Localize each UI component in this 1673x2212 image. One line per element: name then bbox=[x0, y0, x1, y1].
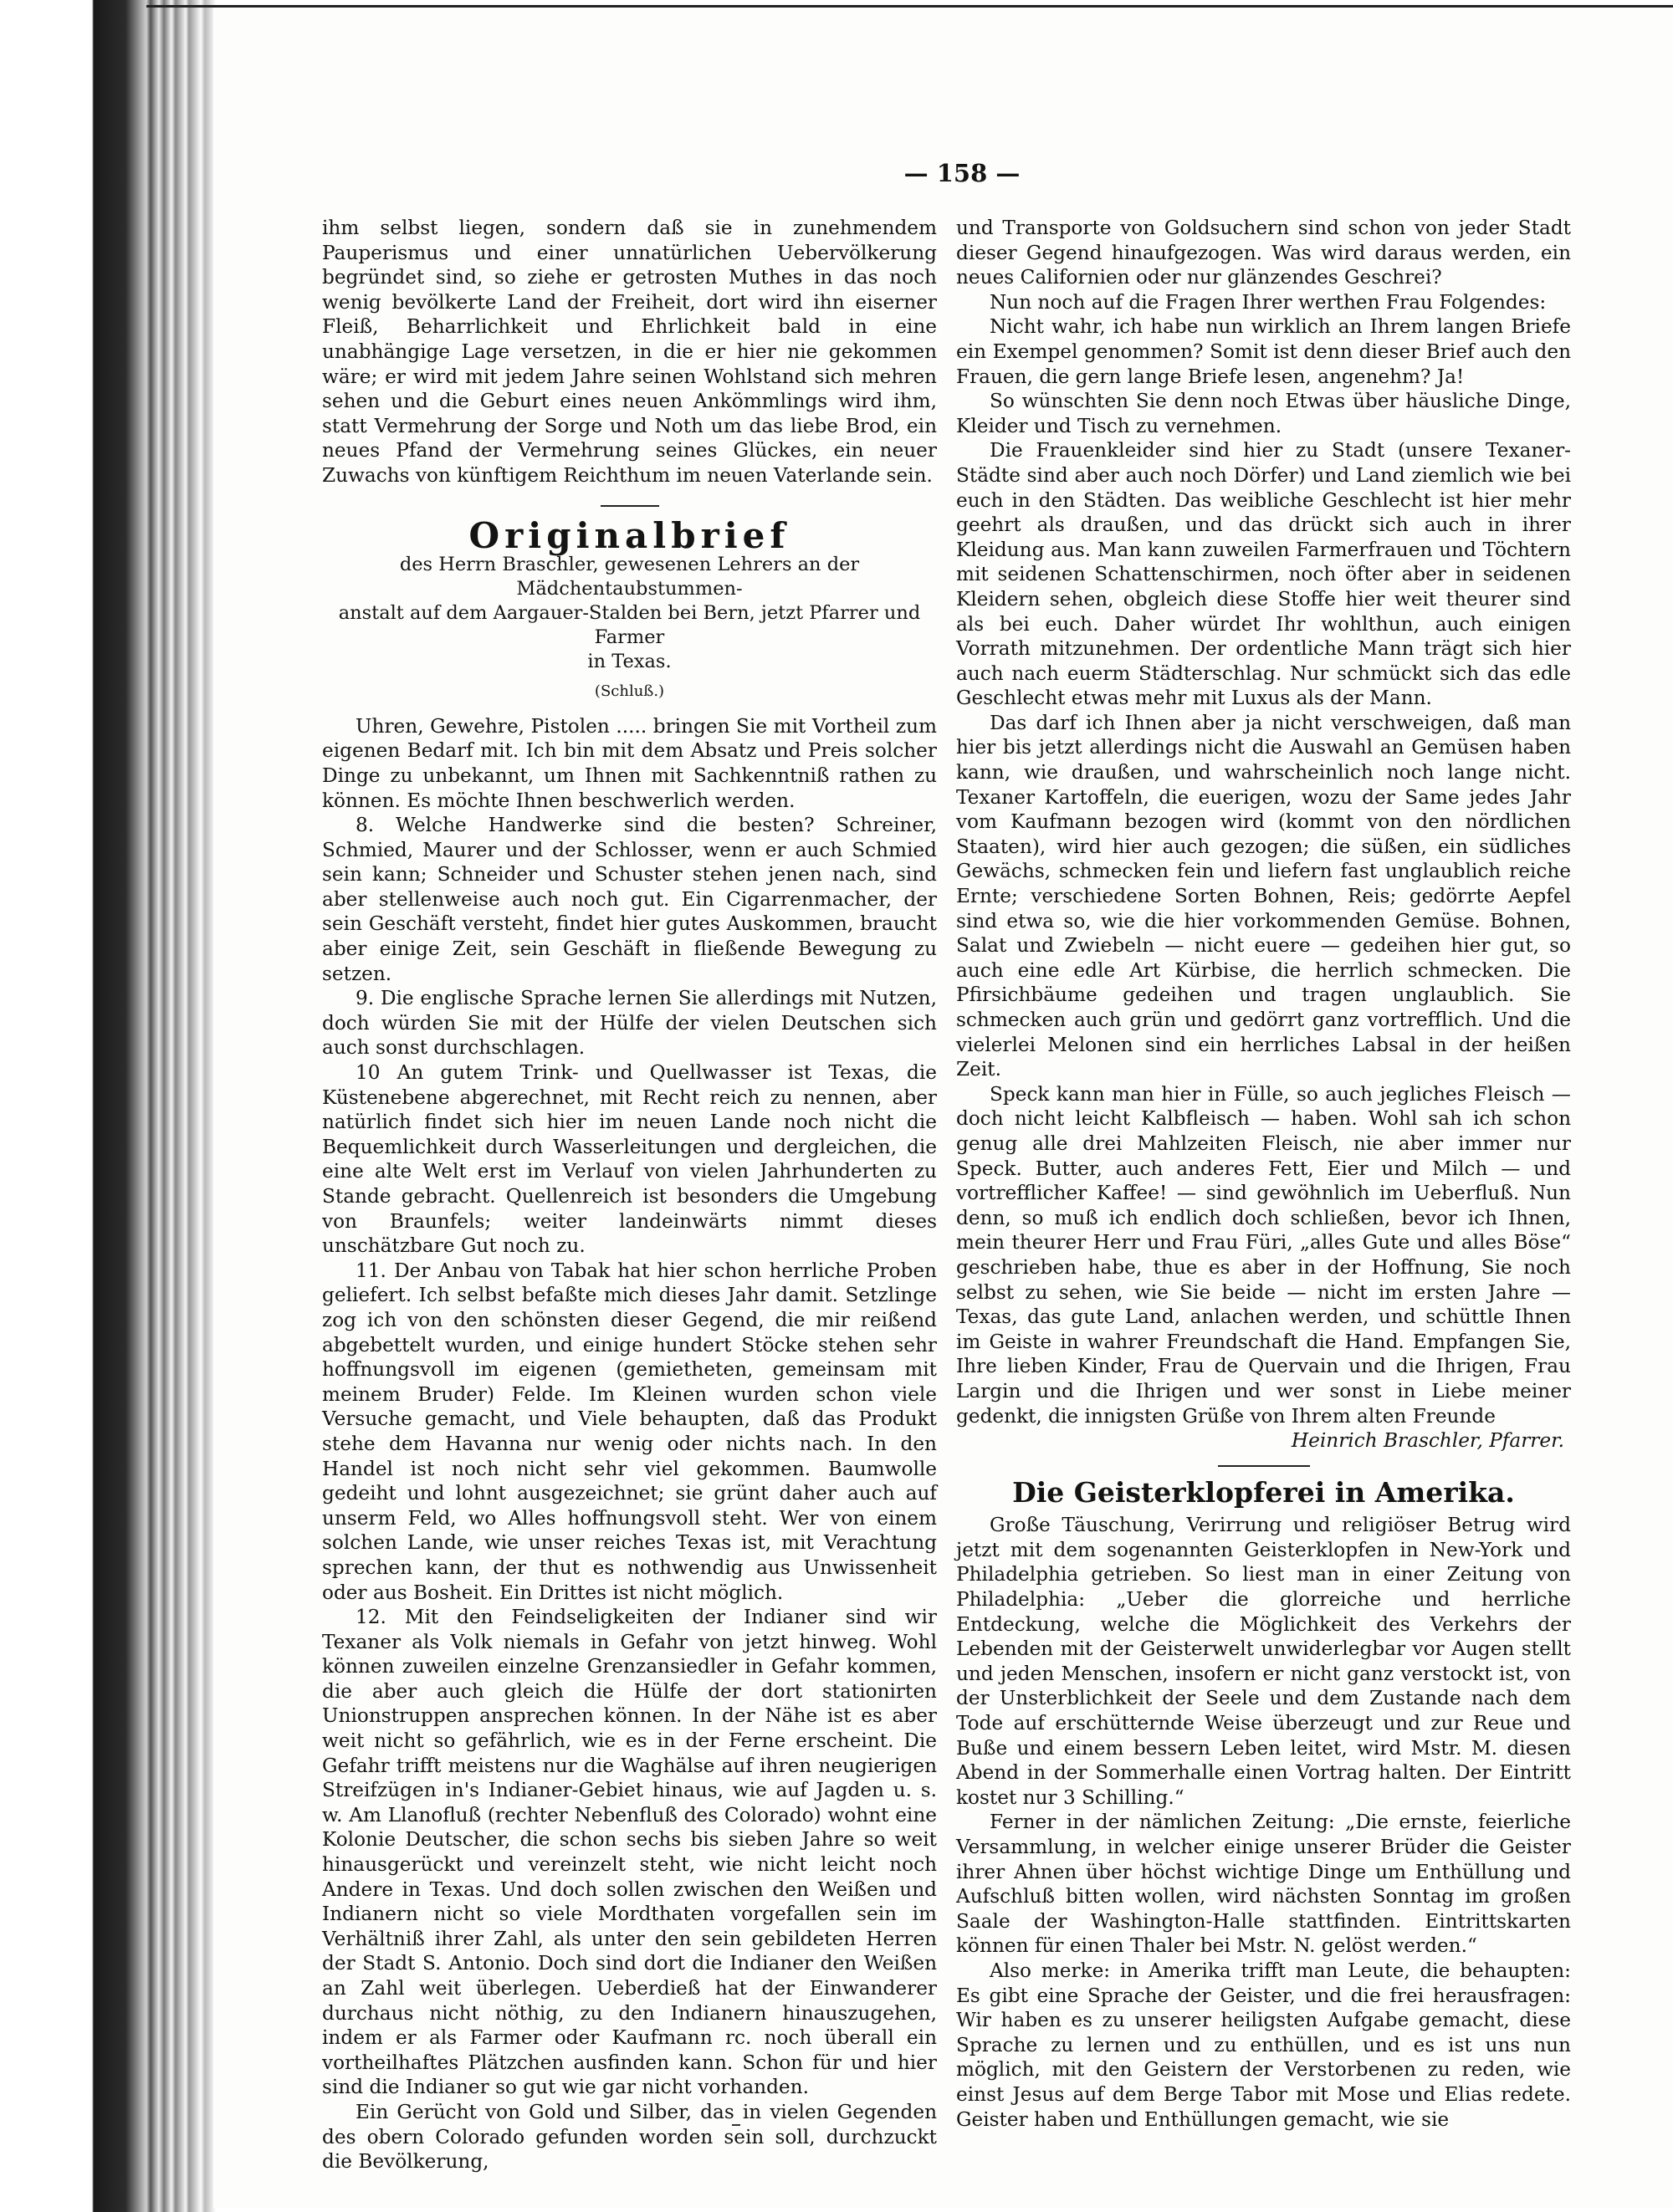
letter-signature: Heinrich Braschler, Pfarrer. bbox=[1291, 1429, 1564, 1453]
article-subtitle bbox=[330, 553, 929, 674]
paragraph: So wünschten Sie denn noch Etwas über häusliche Dinge, Kleider und Tisch zu vernehmen. bbox=[956, 390, 1571, 437]
paragraph: 11. Der Anbau von Tabak hat hier schon herrliche Proben geliefert. Ich selbst befaßte mich dieses Jahr damit. Setzlinge zog ich von den schönsten dieser Gegend, die mir reißend abgebettelt wurden, und einige hundert Stöcke stehen sehr hoffnungsvoll im eigenen (gemietheten, gemeinsam mit meinem Bruder) Felde. Im Kleinen wurden schon viele Versuche gemacht, und Viele behaupten, daß das Produkt stehe dem Havanna nur wenig oder nichts nach. In den Handel ist noch nicht sehr viel gekommen. Baumwolle gedeiht und lohnt ausgezeichnet; sie grünt daher auch auf unserm Feld, wo Alles hoffnungsvoll steht. Wer von einem solchen Lande, wie unser reiches Texas ist, mit Verachtung sprechen kann, der thut es nothwendig aus Unwissenheit oder aus Bosheit. Ein Drittes ist nicht möglich. bbox=[322, 1259, 937, 1604]
paragraph: Nun noch auf die Fragen Ihrer werthen Frau Folgendes: bbox=[990, 290, 1547, 314]
paragraph: Das darf ich Ihnen aber ja nicht verschweigen, daß man hier bis jetzt allerdings nicht die Auswahl an Gemüsen haben kann, wie draußen, und wahrscheinlich noch lange nicht. Texaner Kartoffeln, die euerigen, wozu der Same jedes Jahr vom Kaufmann bezogen wird (kommt von den nördlichen Staaten), wird hier auch gezogen; die süßen, ein südliches Gewächs, schmecken fein und liefern fast unglaublich reiche Ernte; verschiedene Sorten Bohnen, Reis; gedörrte Aepfel sind etwa so, wie die hier vorkommenden Gemüse. Bohnen, Salat und Zwiebeln — nicht euere — gedeihen hier gut, so auch eine edle Art Kürbise, die herrlich schmecken. Die Pfirsichbäume gedeihen und tragen unglaublich. Sie schmecken auch grün und gedörrt ganz vortrefflich. Und die vielerlei Melonen sind ein herrliches Labsal in der heißen Zeit. bbox=[956, 711, 1571, 1081]
article-subtitle-line: des Herrn Braschler, gewesenen Lehrers an der Mädchentaubstummen- bbox=[399, 554, 860, 600]
section-divider bbox=[1218, 1465, 1310, 1467]
paragraph: Nicht wahr, ich habe nun wirklich an Ihrem langen Briefe ein Exempel genommen? Somit ist denn dieser Brief auch den Frauen, die gern lange Briefe lesen, angenehm? Ja! bbox=[956, 315, 1571, 388]
scan-top-edge bbox=[146, 5, 1673, 8]
footer-mark bbox=[732, 2124, 740, 2126]
intro-paragraph: ihm selbst liegen, sondern daß sie in zunehmendem Pauperismus und einer unnatürlichen Uebervölkerung begründet sind, so ziehe er getrosten Muthes in das noch wenig bevölkerte Land der Freiheit, dort wird ihn eiserner Fleiß, Beharrlichkeit und Ehrlichkeit bald in eine unabhängige Lage versetzen, in die er hier nie gekommen wäre; er wird mit jedem Jahre seinen Wohlstand sich mehren sehen und die Geburt eines neuen Ankömmlings wird ihm, statt Vermehrung der Sorge und Noth um das liebe Brod, ein neues Pfand der Vermehrung seines Glückes, ein neuer Zuwachs von künftigem Reichthum im neuen Vaterlande sein. bbox=[322, 217, 937, 487]
right-column bbox=[956, 216, 1571, 2132]
article-note: (Schluß.) bbox=[594, 682, 665, 701]
paragraph: 10 An gutem Trink- und Quellwasser ist Texas, die Küstenebene abgerechnet, mit Recht reich zu nennen, aber natürlich findet sich hier im neuen Lande noch nicht die Bequemlichkeit durch Wasserleitungen und dergleichen, die eine alte Welt erst im Verlauf von vielen Jahrhunderten zu Stande gebracht. Quellenreich ist besonders die Umgebung von Braunfels; weiter landeinwärts nimmt dieses unschätzbare Gut noch zu. bbox=[322, 1061, 937, 1258]
paragraph: Ein Gerücht von Gold und Silber, das in vielen Gegenden des obern Colorado gefunden worden sein soll, durchzuckt die Bevölkerung, bbox=[322, 2100, 937, 2174]
article-subtitle-line: in Texas. bbox=[587, 651, 672, 673]
paragraph: Die Frauenkleider sind hier zu Stadt (unsere Texaner-Städte sind aber auch noch Dörfer) und Land ziemlich wie bei euch in den Städten. Das weibliche Geschlecht ist hier mehr geehrt als draußen, und das drückt sich auch in ihrer Kleidung aus. Man kann zuweilen Farmerfrauen und Töchtern mit seidenen Schattenschirmen, noch öfter aber in seidenen Kleidern sehen, obgleich diese Stoffe hier weit theurer sind als bei euch. Daher würdet Ihr wohlthun, auch einigen Vorrath mitzunehmen. Der ordentliche Mann trägt sich hier auch nach euerm Städterschlag. Nur schmückt sich das edle Geschlecht etwas mehr mit Luxus als der Mann. bbox=[956, 439, 1571, 710]
paragraph: Also merke: in Amerika trifft man Leute, die behaupten: Es gibt eine Sprache der Geister, und die frei herausfragen: Wir haben es zu unserer heiligsten Aufgabe gemacht, diese Sprache zu lernen und zu enthüllen, und es ist uns nun möglich, mit den Geistern der Verstorbenen zu reden, wie einst Jesus auf dem Berge Tabor mit Mose und Elias redete. Geister haben und Enthüllungen gemacht, wie sie bbox=[956, 1959, 1571, 2131]
paragraph: 9. Die englische Sprache lernen Sie allerdings mit Nutzen, doch würden Sie mit der Hülfe der vielen Deutschen sich auch sonst durchschlagen. bbox=[322, 987, 937, 1060]
left-column bbox=[322, 216, 937, 2174]
article-title: Die Geisterklopferei in Amerika. bbox=[1012, 1475, 1515, 1509]
paragraph: und Transporte von Goldsuchern sind schon von jeder Stadt dieser Gegend hinaufgezogen. Was wird daraus werden, ein neues Californien oder nur glänzendes Geschrei? bbox=[956, 217, 1571, 289]
page-number: — 158 — bbox=[903, 159, 1021, 187]
paragraph: 12. Mit den Feindseligkeiten der Indianer sind wir Texaner als Volk niemals in Gefahr von jetzt hinweg. Wohl können zuweilen einzelne Grenzansiedler in Gefahr kommen, die aber auch gleich die Hülfe der dort stationirten Unionstruppen ansprechen können. In der Nähe ist es aber weit nicht so gefährlich, wie es in der Ferne erscheint. Die Gefahr trifft meistens nur die Waghälse auf ihren neugierigen Streifzügen in's Indianer-Gebiet hinaus, wie auf Jagden u. s. w. Am Llanofluß (rechter Nebenfluß des Colorado) wohnt eine Kolonie Deutscher, die schon sechs bis sieben Jahre so weit hinausgerückt und vereinzelt steht, wie nicht leicht noch Andere in Texas. Und doch sollen zwischen den Weißen und Indianern nicht so viele Mordthaten vorgefallen sein im Verhältniß ihrer Zahl, als unter den sein gebildeten Herren der Stadt S. Antonio. Doch sind dort die Indianer den Weißen an Zahl weit überlegen. Ueberdieß hat der Einwanderer durchaus nicht nöthig, zu den Indianern hinauszugehen, indem er als Farmer oder Kaufmann rc. noch überall ein vortheilhaftes Plätzchen ausfinden kann. Schon für und hier sind die Indianer so gut wie gar nicht vorhanden. bbox=[322, 1606, 937, 2099]
paragraph: Uhren, Gewehre, Pistolen ..... bringen Sie mit Vortheil zum eigenen Bedarf mit. Ich bin mit dem Absatz und Preis solcher Dinge zu unbekannt, um Ihnen mit Sachkenntniß rathen zu können. Es möchte Ihnen beschwerlich werden. bbox=[322, 714, 937, 812]
paragraph: Ferner in der nämlichen Zeitung: „Die ernste, feierliche Versammlung, in welcher einige unserer Brüder die Geister ihrer Ahnen über höchst wichtige Dinge um Enthüllung und Aufschluß bitten wollen, wird nächsten Sonntag im großen Saale der Washington-Halle stattfinden. Eintrittskarten können für einen Thaler bei Mstr. N. gelöst werden.“ bbox=[956, 1811, 1571, 1958]
paragraph: 8. Welche Handwerke sind die besten? Schreiner, Schmied, Maurer und der Schlosser, wenn er auch Schmied sein kann; Schneider und Schuster stehen jenen nach, sind aber stellenweise auch noch gut. Ein Cigarrenmacher, der sein Geschäft versteht, findet hier gutes Auskommen, braucht aber einige Zeit, sein Geschäft in fließende Bewegung zu setzen. bbox=[322, 814, 937, 985]
article-subtitle-line: anstalt auf dem Aargauer-Stalden bei Bern, jetzt Pfarrer und Farmer bbox=[338, 602, 921, 649]
paragraph: Große Täuschung, Verirrung und religiöser Betrug wird jetzt mit dem sogenannten Geisterklopfen in New-York und Philadelphia getrieben. So liest man in einer Zeitung von Philadelphia: „Ueber die glorreiche und herrliche Entdeckung, welche die Möglichkeit des Verkehrs der Lebenden mit der Geisterwelt unwiderlegbar vor Augen stellt und jeden Menschen, insofern er nicht ganz verstockt ist, von der Unsterblichkeit der Seele und dem Zustande nach dem Tode auf erschütternde Weise überzeugt und zur Reue und Buße und einem bessern Leben leitet, wird Mstr. M. diesen Abend in der Sommerhalle einen Vortrag halten. Der Eintritt kostet nur 3 Schilling.“ bbox=[956, 1514, 1571, 1809]
article-title: Originalbrief bbox=[468, 514, 790, 556]
section-divider bbox=[601, 505, 659, 507]
paragraph: Speck kann man hier in Fülle, so auch jegliches Fleisch — doch nicht leicht Kalbfleisch — haben. Wohl sah ich schon genug alle drei Mahlzeiten Fleisch, nie aber immer nur Speck. Butter, auch anderes Fett, Eier und Milch — und vortrefflicher Kaffee! — sind gewöhnlich im Ueberfluß. Nun denn, so muß ich endlich doch schließen, bevor ich Ihnen, mein theurer Herr und Frau Füri, „alles Gute und alles Böse“ geschrieben habe, thue es aber in der Hoffnung, Sie noch selbst zu sehen, wie Sie beide — nicht im ersten Jahre — Texas, das gute Land, anlachen werden, und schüttle Ihnen im Geiste in wahrer Freundschaft die Hand. Empfangen Sie, Ihre lieben Kinder, Frau de Quervain und die Ihrigen, Frau Largin und die Ihrigen und wer sonst in Liebe meiner gedenkt, die innigsten Grüße von Ihrem alten Freunde bbox=[956, 1082, 1571, 1428]
